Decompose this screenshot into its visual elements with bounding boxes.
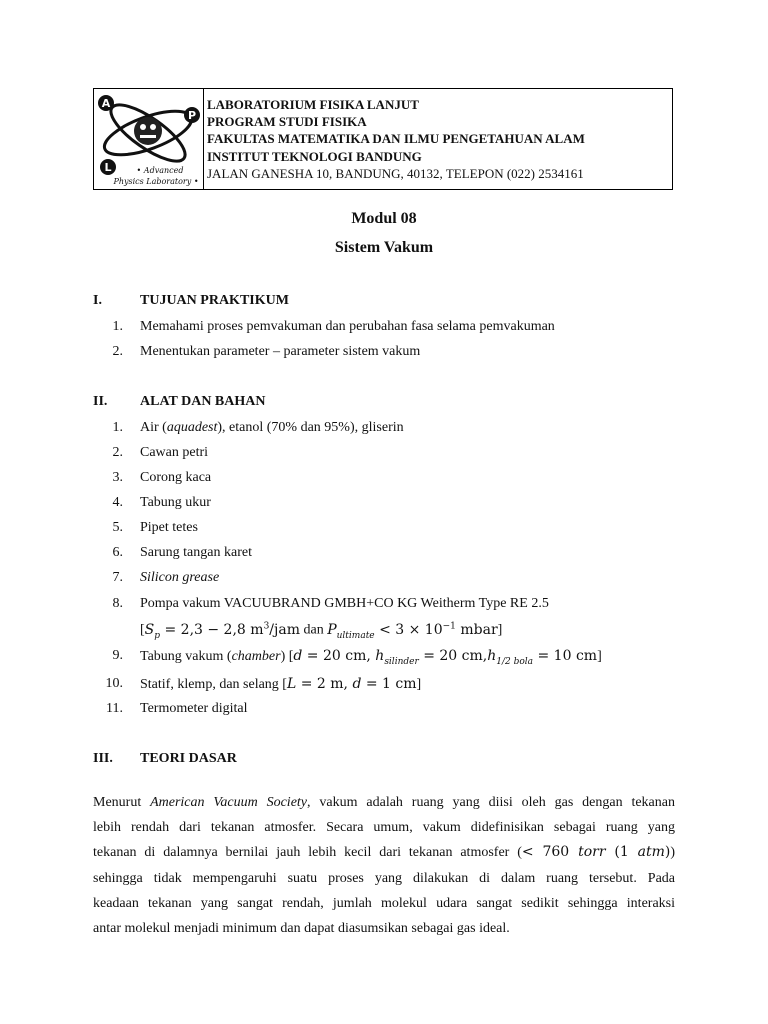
module-title: Modul 08 — [351, 210, 417, 227]
letterhead — [93, 88, 673, 190]
theory-paragraph — [93, 790, 675, 941]
paragraph-line: Menurut American Vacuum Society, vakum adalah ruang yang diisi oleh gas dengan tekanan — [93, 795, 675, 810]
svg-text:• Advanced: • Advanced — [136, 166, 184, 175]
svg-text:L: L — [104, 161, 112, 174]
pump-spec: [$S_p = 2,3 - 2,8$ $m^3$/jam dan $P_{ultimate} < 3 \times 10^{-1}$ mbar] — [140, 621, 503, 641]
section-title: TUJUAN PRAKTIKUM — [140, 293, 289, 308]
section-number: III. — [93, 751, 113, 766]
lab-name: LABORATORIUM FISIKA LANJUT — [207, 97, 419, 112]
institute-name: INSTITUT TEKNOLOGI BANDUNG — [207, 148, 422, 164]
document-page: A P L • Advanced Physics Laboratory • LABORATORIUM FISIKA LANJUT PROGRAM STUDI FISIKA FAKULTAS MATEMATIKA DAN ILMU PENGETAHUAN ALAM INSTITUT TEKNOLOGI BANDUNG JALAN GANESHA 10, BANDUNG, 40132, TELEPON (022) 2534161 Modul 08 Sistem Vakum I. TUJUAN PRAKTIKUM 1. Memahami proses pemvakuman dan perubahan fasa selama pemvakuman 2. Menentukan parameter – parameter sistem vakum II. ALAT DAN BAHAN 1. Air (aquadest), etanol (70% dan 95%), gliserin 2. Cawan petri 3. Corong kaca 4. Tabung ukur 5. Pipet tetes 6. Sarung tangan karet 7. Silicon grease 8. Pompa vakum VACUUBRAND GMBH+CO KG Weitherm Type RE 2.5 [$S_p = 2,3 - 2,8$ $m^3$/jam dan $P_{ultimate} < 3 \times 10^{-1}$ mbar] 9. Tabung vakum (chamber) [d = 20 cm, $h_{silinder} = 20$ $cm,h_{1/2 bola} = 10$ cm] 10. Statif, klemp, dan selang [L = 2 m, d = 1 cm] 11. Termometer digital III. TEORI DASAR Menurut American Vacuum Society, vakum adalah ruang yang diisi oleh gas dengan tekanan lebih rendah dari tekanan atmosfer. Secara umum, vakum didefinisikan sebagai ruang yang tekanan di dalamnya bernilai jauh lebih kecil dari tekanan atmosfer (< 760 torr (1 atm)) sehingga tidak mempengaruhi suatu proses yang dilakukan di dalam ruang tersebut. Pada keadaan tekanan yang sangat rendah, jumlah molekul udara sangat sedikit sehingga interaksi antar molekul menjadi minimum dan dapat diasumsikan sebagai gas ideal. — [0, 0, 768, 1024]
letterhead-text — [204, 89, 585, 189]
section-title: ALAT DAN BAHAN — [140, 394, 266, 409]
section-number: I. — [93, 293, 102, 308]
svg-text:A: A — [101, 97, 111, 110]
module-subtitle: Sistem Vakum — [334, 239, 434, 256]
paragraph-line: tekanan di dalamnya bernilai jauh lebih kecil dari tekanan atmosfer (< 760 torr (1 atm)) — [93, 844, 676, 861]
program-name: PROGRAM STUDI FISIKA — [207, 114, 367, 130]
svg-text:Physics Laboratory •: Physics Laboratory • — [113, 177, 199, 186]
paragraph-line: sehingga tidak mempengaruhi suatu proses yang dilakukan di dalam ruang tersebut. Pada — [93, 870, 675, 886]
section-title: TEORI DASAR — [140, 751, 237, 766]
section-number: II. — [93, 394, 108, 409]
lab-logo — [94, 89, 204, 189]
paragraph-line: antar molekul menjadi minimum dan dapat diasumsikan sebagai gas ideal. — [93, 921, 510, 937]
paragraph-line: lebih rendah dari tekanan atmosfer. Secara umum, vakum didefinisikan sebagai ruang yang — [93, 820, 675, 836]
faculty-name: FAKULTAS MATEMATIKA DAN ILMU PENGETAHUAN ALAM — [207, 131, 585, 147]
address: JALAN GANESHA 10, BANDUNG, 40132, TELEPON (022) 2534161 — [207, 165, 584, 181]
svg-text:P: P — [187, 109, 197, 122]
paragraph-line: keadaan tekanan yang sangat rendah, jumlah molekul udara sangat sedikit sehingga interaksi — [93, 895, 675, 911]
advanced-physics-laboratory-logo-icon — [96, 91, 202, 189]
